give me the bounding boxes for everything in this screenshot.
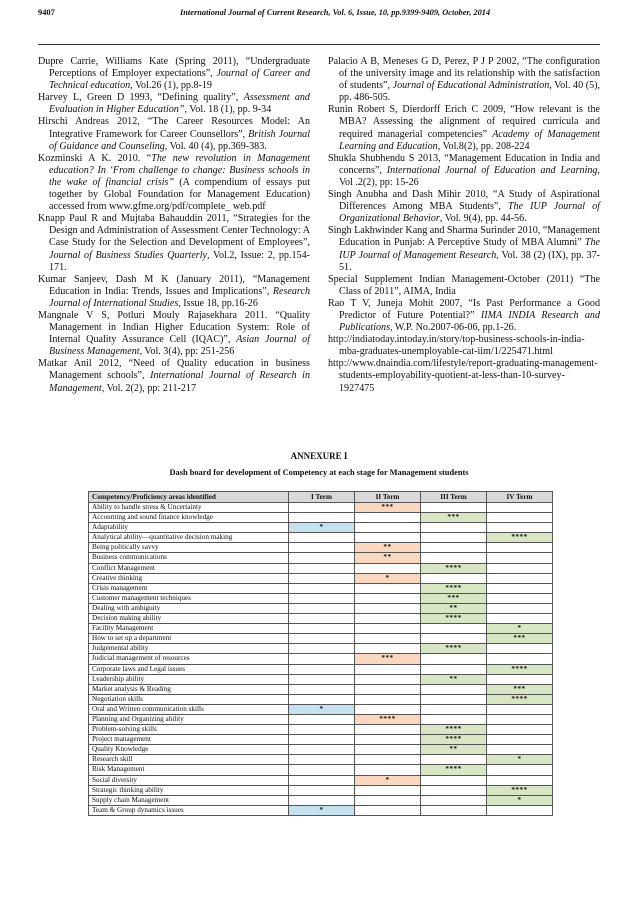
reference-text: Vol .2(2), pp: 15-26: [339, 176, 419, 188]
empty-cell: [355, 644, 421, 654]
empty-cell: [355, 634, 421, 644]
empty-cell: [487, 765, 553, 775]
reference-text: Singh Anubha and Dash Mihir 2010, “A Study of Aspirational Differences Among MBA Students”,: [328, 189, 600, 213]
empty-cell: [289, 634, 355, 644]
empty-cell: [289, 765, 355, 775]
empty-cell: [289, 593, 355, 603]
competency-label: Quality Knowledge: [89, 745, 289, 755]
empty-cell: [487, 513, 553, 523]
empty-cell: [421, 523, 487, 533]
empty-cell: [487, 654, 553, 664]
empty-cell: [421, 805, 487, 815]
star-rating-cell: **: [421, 745, 487, 755]
empty-cell: [289, 694, 355, 704]
header-term-2: II Term: [355, 492, 421, 503]
table-row: [89, 735, 553, 745]
empty-cell: [487, 775, 553, 785]
empty-cell: [289, 573, 355, 583]
competency-label: Conflict Management: [89, 563, 289, 573]
competency-label: How to set up a department: [89, 634, 289, 644]
star-rating-cell: ****: [421, 563, 487, 573]
star-rating-cell: ****: [421, 644, 487, 654]
empty-cell: [289, 755, 355, 765]
competency-label: Creative thinking: [89, 573, 289, 583]
reference-text: , Vol. 9(4), pp. 44-56.: [439, 213, 527, 225]
empty-cell: [487, 523, 553, 533]
competency-label: Being politically savvy: [89, 543, 289, 553]
reference-text: Runin Robert S, Dierdorff Erich C 2009, “How relevant is the MBA? Assessing the alignment of required curricula and required managerial competencies”: [328, 104, 600, 140]
empty-cell: [421, 694, 487, 704]
star-rating-cell: ****: [487, 694, 553, 704]
references-right-column: [328, 56, 600, 395]
header-rule: [38, 44, 600, 45]
table-row: [89, 573, 553, 583]
competency-label: Team & Group dynamics issues: [89, 805, 289, 815]
competency-label: Ability to handle stress & Uncertainty: [89, 503, 289, 513]
empty-cell: [355, 624, 421, 634]
competency-label: Problem-solving skills: [89, 725, 289, 735]
reference-text: , Vol.8(2), pp. 208-224: [437, 140, 530, 152]
table-row: [89, 775, 553, 785]
empty-cell: [421, 755, 487, 765]
table-row: [89, 513, 553, 523]
empty-cell: [289, 745, 355, 755]
star-rating-cell: **: [355, 553, 421, 563]
table-row: [89, 634, 553, 644]
empty-cell: [289, 624, 355, 634]
empty-cell: [421, 624, 487, 634]
reference-entry: [328, 334, 600, 358]
empty-cell: [289, 563, 355, 573]
reference-entry: [328, 56, 600, 104]
reference-source: Academy of Management Learning and Education: [339, 128, 600, 152]
empty-cell: [355, 765, 421, 775]
table-row: [89, 805, 553, 815]
empty-cell: [355, 805, 421, 815]
star-rating-cell: ***: [421, 593, 487, 603]
reference-text: Mangnale V S, Potluri Mouly Rajasekhara 2011. “Quality Management in Indian Higher Education System: Role of Internal Quality Assurance Cell (IQAC)”,: [38, 309, 310, 346]
table-row: [89, 785, 553, 795]
empty-cell: [487, 503, 553, 513]
reference-source: Asian Journal of Business Management: [49, 334, 310, 358]
annexure-subtitle: Dash board for development of Competency at each stage for Management students: [169, 468, 469, 477]
table-row: [89, 714, 553, 724]
reference-text: Palacio A B, Meneses G D, Perez, P J P 2002, “The configuration of the university image and its relationship with the satisfaction of students”,: [328, 56, 600, 92]
empty-cell: [289, 503, 355, 513]
empty-cell: [355, 513, 421, 523]
empty-cell: [289, 654, 355, 664]
reference-text: Shukla Shubhendu S 2013, “Management Education in India and concerns”,: [328, 152, 600, 176]
table-row: [89, 664, 553, 674]
competency-label: Project management: [89, 735, 289, 745]
empty-cell: [289, 513, 355, 523]
reference-entry: [328, 189, 600, 225]
empty-cell: [421, 684, 487, 694]
competency-label: Oral and Written communication skills: [89, 704, 289, 714]
reference-text: Harvey L, Green D 1993, “Defining quality”,: [38, 92, 244, 104]
empty-cell: [421, 714, 487, 724]
header-term-4: IV Term: [487, 492, 553, 503]
table-row: [89, 523, 553, 533]
empty-cell: [355, 533, 421, 543]
competency-label: Judgemental ability: [89, 644, 289, 654]
reference-source: British Journal of Guidance and Counseling: [49, 128, 311, 152]
empty-cell: [421, 664, 487, 674]
reference-text: Kumar Sanjeev, Dash M K (January 2011), “Management Education in India: Trends, Issues and Implications”,: [38, 273, 310, 297]
reference-entry: [328, 104, 600, 152]
empty-cell: [355, 674, 421, 684]
empty-cell: [421, 503, 487, 513]
reference-entry: [328, 153, 600, 189]
empty-cell: [289, 644, 355, 654]
empty-cell: [421, 654, 487, 664]
reference-text: Special Supplement Indian Management-October (2011) “The Class of 2011”, AIMA, India: [328, 273, 600, 297]
empty-cell: [289, 614, 355, 624]
empty-cell: [355, 704, 421, 714]
reference-entry: [38, 56, 310, 92]
star-rating-cell: ****: [421, 583, 487, 593]
page-number: 9407: [38, 8, 55, 17]
competency-label: Dealing with ambiguity: [89, 603, 289, 613]
empty-cell: [421, 704, 487, 714]
competency-label: Decision making ability: [89, 614, 289, 624]
empty-cell: [355, 795, 421, 805]
empty-cell: [355, 735, 421, 745]
reference-entry: [38, 274, 310, 310]
header-term-3: III Term: [421, 492, 487, 503]
empty-cell: [487, 563, 553, 573]
star-rating-cell: ***: [355, 654, 421, 664]
empty-cell: [355, 614, 421, 624]
reference-source: Research Journal of International Studies: [49, 285, 310, 309]
competency-label: Crisis management: [89, 583, 289, 593]
star-rating-cell: *: [289, 704, 355, 714]
references-left-column: [38, 56, 310, 395]
star-rating-cell: *: [487, 795, 553, 805]
empty-cell: [487, 603, 553, 613]
empty-cell: [487, 725, 553, 735]
star-rating-cell: *: [487, 755, 553, 765]
empty-cell: [289, 684, 355, 694]
empty-cell: [355, 603, 421, 613]
reference-entry: [38, 358, 310, 394]
star-rating-cell: **: [355, 543, 421, 553]
star-rating-cell: ****: [487, 533, 553, 543]
empty-cell: [421, 775, 487, 785]
competency-label: Facility Management: [89, 624, 289, 634]
reference-text: Rao T V, Juneja Mohit 2007, “Is Past Performance a Good Predictor of Future Potential?”: [328, 297, 600, 321]
empty-cell: [289, 664, 355, 674]
empty-cell: [487, 674, 553, 684]
table-row: [89, 533, 553, 543]
table-row: [89, 795, 553, 805]
reference-text: , Vol. 40 (4), pp.369-383.: [164, 140, 267, 152]
table-row: [89, 563, 553, 573]
competency-label: Supply chain Management: [89, 795, 289, 805]
journal-citation: International Journal of Current Research, Vol. 6, Issue, 10, pp.9399-9409, October, 2014: [180, 8, 491, 17]
competency-label: Planning and Organizing ability: [89, 714, 289, 724]
star-rating-cell: ****: [487, 664, 553, 674]
competency-label: Adaptability: [89, 523, 289, 533]
reference-text: W.P. No.2007-06-06, pp.1-26.: [392, 322, 517, 334]
competency-label: Strategic thinking ability: [89, 785, 289, 795]
star-rating-cell: ****: [355, 714, 421, 724]
empty-cell: [289, 543, 355, 553]
reference-text: , Vol. 18 (1), pp. 9-34: [184, 104, 272, 116]
reference-source: The IUP Journal of Management Research: [339, 237, 600, 261]
empty-cell: [289, 775, 355, 785]
reference-entry: [38, 213, 310, 273]
reference-text: http://www.dnaindia.com/lifestyle/report-graduating-management-students-employability-quotient-at-less-than-10-survey-1927475: [328, 358, 598, 394]
star-rating-cell: *: [487, 624, 553, 634]
reference-text: , Vol. 38 (2) (IX), pp. 37-51.: [339, 249, 600, 273]
empty-cell: [355, 684, 421, 694]
competency-label: Risk Management: [89, 765, 289, 775]
star-rating-cell: **: [421, 674, 487, 684]
reference-entry: [38, 92, 310, 116]
empty-cell: [421, 634, 487, 644]
reference-source: International Journal of Education and Learning,: [386, 164, 600, 176]
table-row: [89, 654, 553, 664]
table-row: [89, 624, 553, 634]
reference-entry: [328, 225, 600, 273]
table-row: [89, 553, 553, 563]
competency-dashboard-table: [88, 491, 553, 816]
empty-cell: [289, 795, 355, 805]
reference-text: Dupre Carrie, Williams Kate (Spring 2011), “Undergraduate Perceptions of Employer expectations”,: [38, 56, 310, 80]
empty-cell: [421, 533, 487, 543]
competency-label: Accounting and sound finance knowledge: [89, 513, 289, 523]
star-rating-cell: ***: [487, 684, 553, 694]
reference-text: http://indiatoday.intoday.in/story/top-business-schools-in-india-mba-graduates-unemployable-cat-iim/1/225471.html: [328, 334, 585, 358]
competency-label: Customer management techniques: [89, 593, 289, 603]
reference-text: Hirschi Andreas 2012, “The Career Resources Model: An Integrative Framework for Career Counsellors”,: [38, 116, 310, 140]
competency-label: Business communications: [89, 553, 289, 563]
reference-entry: [38, 153, 310, 213]
empty-cell: [487, 573, 553, 583]
empty-cell: [487, 805, 553, 815]
reference-text: , Vol. 40 (5), pp. 486-505.: [339, 80, 600, 104]
empty-cell: [487, 704, 553, 714]
empty-cell: [421, 795, 487, 805]
empty-cell: [289, 533, 355, 543]
empty-cell: [289, 674, 355, 684]
empty-cell: [289, 785, 355, 795]
reference-text: Kozminski A K. 2010. “: [38, 152, 152, 164]
competency-label: Research skill: [89, 755, 289, 765]
table-row: [89, 503, 553, 513]
table-row: [89, 674, 553, 684]
reference-text: , Vol. 3(4), pp: 251-256: [139, 346, 235, 358]
empty-cell: [355, 694, 421, 704]
empty-cell: [355, 725, 421, 735]
star-rating-cell: *: [355, 775, 421, 785]
empty-cell: [421, 543, 487, 553]
header-competency: Competency/Proficiency areas identified: [89, 492, 289, 503]
reference-source: Journal of Business Studies Quarterly: [49, 249, 208, 261]
empty-cell: [487, 714, 553, 724]
table-row: [89, 704, 553, 714]
reference-entry: [328, 358, 600, 394]
reference-source: The new revolution in Management education? In ‘From challenge to change: Business schools in the wake of financial crisis”: [49, 152, 311, 188]
running-header: [38, 4, 600, 18]
reference-text: (A compendium of essays put together by Global Foundation for Management Education) accessed from www.gfme.org/pdf/complete_ web.pdf: [49, 176, 311, 213]
table-row: [89, 755, 553, 765]
empty-cell: [355, 523, 421, 533]
star-rating-cell: ****: [421, 614, 487, 624]
star-rating-cell: *: [355, 573, 421, 583]
empty-cell: [289, 583, 355, 593]
reference-source: Journal of Career and Technical education: [49, 68, 310, 92]
empty-cell: [421, 785, 487, 795]
empty-cell: [289, 735, 355, 745]
empty-cell: [289, 725, 355, 735]
empty-cell: [355, 593, 421, 603]
reference-source: IIMA INDIA Research and Publications,: [339, 309, 601, 334]
table-row: [89, 684, 553, 694]
star-rating-cell: **: [421, 603, 487, 613]
reference-text: Singh Lakhwinder Kang and Sharma Surinder 2010, “Management Education in Punjab: A Perceptive Study of MBA Alumni”: [328, 225, 600, 249]
reference-source: Assessment and Evaluation in Higher Education”: [49, 92, 310, 116]
empty-cell: [355, 785, 421, 795]
competency-label: Social diversity: [89, 775, 289, 785]
table-row: [89, 745, 553, 755]
reference-entry: [328, 298, 600, 334]
reference-text: Knapp Paul R and Mujtaba Bahauddin 2011, “Strategies for the Design and Administration of Assessment Center Technology: A Case Study for the Selection and Development of Employees”,: [38, 213, 310, 249]
reference-text: Vol. 2(2), pp: 211-217: [104, 382, 197, 394]
table-row: [89, 614, 553, 624]
table-row: [89, 694, 553, 704]
table-row: [89, 593, 553, 603]
competency-label: Corporate laws and Legal issues: [89, 664, 289, 674]
reference-entry: [38, 116, 310, 152]
star-rating-cell: ****: [421, 765, 487, 775]
table-header-row: [89, 492, 553, 503]
empty-cell: [487, 593, 553, 603]
empty-cell: [487, 614, 553, 624]
star-rating-cell: ***: [355, 503, 421, 513]
table-row: [89, 725, 553, 735]
competency-label: Leadership ability: [89, 674, 289, 684]
annexure-title: ANNEXURE I: [290, 451, 348, 461]
empty-cell: [289, 553, 355, 563]
empty-cell: [421, 573, 487, 583]
star-rating-cell: *: [289, 523, 355, 533]
empty-cell: [289, 714, 355, 724]
reference-entry: [328, 274, 600, 298]
empty-cell: [355, 664, 421, 674]
reference-text: Matkar Anil 2012, “Need of Quality education in business Management schools”,: [38, 358, 310, 382]
empty-cell: [289, 603, 355, 613]
star-rating-cell: *: [289, 805, 355, 815]
reference-entry: [38, 310, 310, 358]
competency-label: Judicial management of resources: [89, 654, 289, 664]
table-row: [89, 603, 553, 613]
empty-cell: [355, 583, 421, 593]
empty-cell: [487, 553, 553, 563]
empty-cell: [487, 543, 553, 553]
header-term-1: I Term: [289, 492, 355, 503]
empty-cell: [487, 644, 553, 654]
empty-cell: [487, 583, 553, 593]
reference-text: , Vol.26 (1), pp.8-19: [130, 80, 212, 92]
star-rating-cell: ***: [487, 634, 553, 644]
table-row: [89, 644, 553, 654]
table-row: [89, 543, 553, 553]
reference-source: Journal of Educational Administration: [392, 80, 550, 92]
reference-text: , Vol.2, Issue: 2, pp.154-171.: [49, 249, 310, 273]
empty-cell: [487, 735, 553, 745]
competency-label: Analytical ability—quantitative decision making: [89, 533, 289, 543]
reference-text: , Issue 18, pp.16-26: [178, 297, 258, 309]
empty-cell: [355, 745, 421, 755]
star-rating-cell: ****: [487, 785, 553, 795]
empty-cell: [421, 553, 487, 563]
empty-cell: [355, 563, 421, 573]
star-rating-cell: ****: [421, 725, 487, 735]
table-row: [89, 583, 553, 593]
competency-label: Negotiation skills: [89, 694, 289, 704]
empty-cell: [487, 745, 553, 755]
table-row: [89, 765, 553, 775]
competency-label: Market analysis & Reading: [89, 684, 289, 694]
star-rating-cell: ****: [421, 735, 487, 745]
reference-source: International Journal of Research in Management,: [49, 370, 310, 394]
empty-cell: [355, 755, 421, 765]
star-rating-cell: ***: [421, 513, 487, 523]
reference-source: The IUP Journal of Organizational Behavior: [339, 201, 600, 225]
